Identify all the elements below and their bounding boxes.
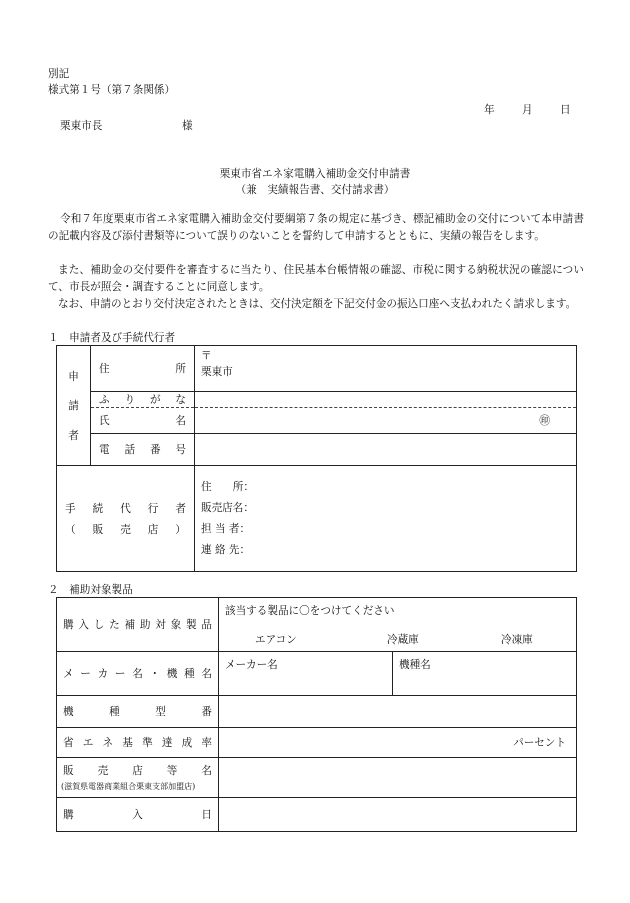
address-label-cell [91,346,195,392]
model-number-label-cell [57,696,219,728]
purchase-date-label: 購 入 日 [63,809,212,821]
name-label-cell [91,408,195,434]
name-value-cell[interactable] [195,408,577,434]
furigana-label: ふ り が な [99,394,186,406]
agent-label-line1: 手 続 代 行 者 [65,502,186,515]
section2-heading: ２ 補助対象製品 [48,584,133,596]
date-year-label: 年 [484,104,495,116]
addressee: 栗東市長 [60,120,103,132]
annex-label: 別記 [48,68,70,80]
body-paragraph-3: なお、申請のとおり交付決定されたときは、交付決定額を下記交付金の振込口座へ支払われたく請求します。 [58,298,577,310]
furigana-value-cell[interactable] [195,392,577,408]
product-table [56,597,577,832]
agent-fields-cell[interactable] [195,466,577,572]
section1-heading: １ 申請者及び手続代行者 [48,332,176,344]
applicant-table [56,345,577,572]
model-name-cell[interactable] [393,652,577,696]
agent-contact-person-label: 担 当 者： [201,522,251,535]
furigana-label-cell [91,392,195,408]
model-number-label: 機 種 型 番 [63,706,212,718]
postal-mark: 〒 [201,350,212,362]
address-label: 住 所 [99,363,186,375]
applicant-label: 申 請 者 [68,370,79,442]
energy-rate-value-cell[interactable] [219,728,577,758]
maker-label-cell [57,652,219,696]
agent-address-label: 住 所： [201,480,254,493]
agent-label-cell [57,466,195,572]
purchase-date-value-cell[interactable] [219,798,577,832]
form-number: 様式第１号（第７条関係） [48,84,176,96]
agent-phone-label: 連 絡 先： [201,543,251,556]
percent-unit: パーセント [513,737,566,749]
document-title: 栗東市省エネ家電購入補助金交付申請書 [219,168,411,180]
product-selection-cell[interactable] [219,598,577,652]
store-name-value-cell[interactable] [219,758,577,798]
document-subtitle: （兼 実績報告書、交付請求書） [235,184,395,196]
product-label-cell [57,598,219,652]
energy-label-cell [57,728,219,758]
date-month-label: 月 [522,104,533,116]
model-name-label: 機種名 [399,659,431,671]
maker-label: メ ー カ ー 名 ・ 機 種 名 [63,668,212,680]
agent-label-line2: （ 販 売 店 ） [65,523,186,536]
honorific: 様 [182,120,193,132]
energy-rate-label: 省 エ ネ 基 準 達 成 率 [63,737,212,749]
product-instruction: 該当する製品に〇をつけてください [225,605,395,617]
store-label: 販 売 店 等 名 [63,765,212,777]
phone-label: 電 話 番 号 [99,444,186,456]
body-paragraph-2: また、補助金の交付要件を審査するに当たり、住民基本台帳情報の確認、市税に関する納税状況の確認について、市長が照会・調査することに同意します。 [48,264,584,293]
date-day-label: 日 [560,104,571,116]
option-refrigerator[interactable]: 冷蔵庫 [387,634,419,646]
store-label-cell [57,758,219,798]
model-number-value-cell[interactable] [219,696,577,728]
maker-name-label: メーカー名 [225,659,278,671]
store-note: (滋賀県電器商業組合栗東支部加盟店) [61,782,196,791]
option-air-conditioner[interactable]: エアコン [255,634,297,646]
product-label: 購 入 し た 補 助 対 象 製 品 [63,619,212,631]
agent-store-name-label: 販売店名： [201,501,254,514]
address-value-cell[interactable] [195,346,577,392]
phone-label-cell [91,434,195,466]
applicant-label-cell [57,346,91,466]
name-label: 氏 名 [99,415,186,427]
option-freezer[interactable]: 冷凍庫 [501,634,533,646]
body-paragraph-1: 令和７年度栗東市省エネ家電購入補助金交付要綱第７条の規定に基づき、標記補助金の交付について本申請書の記載内容及び添付書類等について誤りのないことを誓約して申請するとともに、実績の報告をします。 [48,213,584,242]
phone-value-cell[interactable] [195,434,577,466]
city-name: 栗東市 [201,366,233,378]
purchase-date-label-cell [57,798,219,832]
seal-mark: ㊞ [539,415,550,427]
maker-name-cell[interactable] [219,652,393,696]
